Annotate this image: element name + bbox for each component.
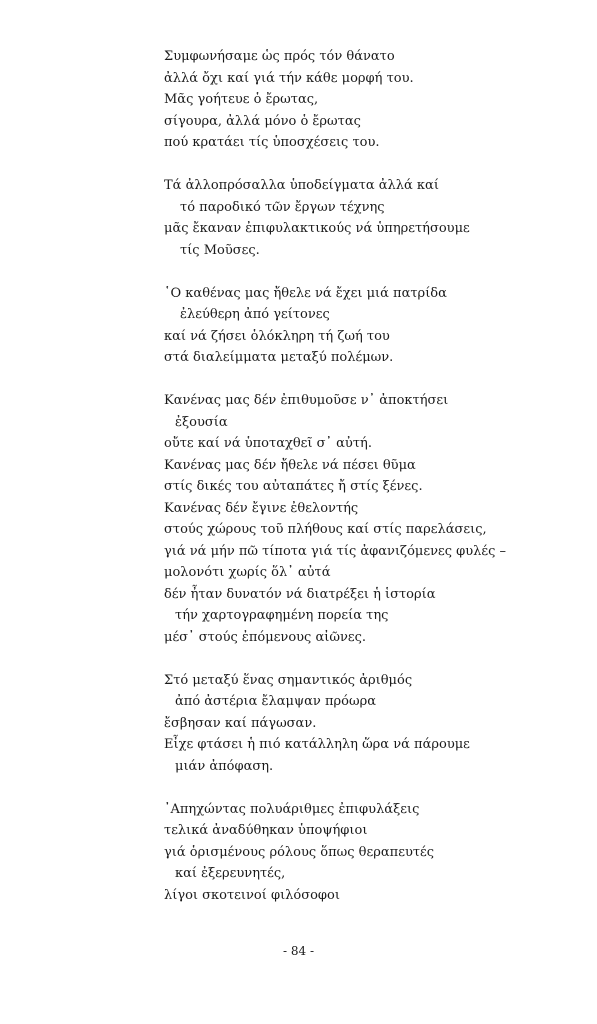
poem-line: γιά νά μήν πῶ τίποτα γιά τίς ἀφανιζόμενες φυλές –	[164, 543, 507, 559]
poem-line: πού κρατάει τίς ὑποσχέσεις του.	[164, 135, 380, 150]
poem-line: ᾿Απηχώντας πολυάριθμες ἐπιφυλάξεις	[164, 801, 420, 817]
poem-line: δέν ἦταν δυνατόν νά διατρέξει ἡ ἱστορία	[164, 586, 436, 602]
poem-line: τήν χαρτογραφημένη πορεία της	[175, 608, 389, 623]
poem-line: μολονότι χωρίς ὅλ᾽ αὐτά	[164, 565, 331, 580]
poem-line: Εἶχε φτάσει ἡ πιό κατάλληλη ὥρα νά πάρουμε	[164, 737, 470, 752]
poem-line: Μᾶς γοήτευε ὁ ἔρωτας,	[164, 92, 319, 107]
poem-line: Κανένας δέν ἔγινε ἐθελοντής	[164, 500, 359, 516]
poem-line: Στό μεταξύ ἕνας σημαντικός ἀριθμός	[164, 672, 413, 688]
poem-line: στίς δικές του αὐταπάτες ἤ στίς ξένες.	[164, 479, 423, 494]
page-number: - 84 -	[282, 944, 314, 958]
poem-line: τίς Μοῦσες.	[180, 242, 260, 258]
poem-line: λίγοι σκοτεινοί φιλόσοφοι	[164, 887, 340, 903]
poem-line: ἀπό ἀστέρια ἔλαμψαν πρόωρα	[175, 694, 376, 709]
stanza	[164, 799, 564, 907]
poem-line: στά διαλείμματα μεταξύ πολέμων.	[164, 350, 394, 365]
poem-line: μᾶς ἔκαναν ἐπιφυλακτικούς νά ὑπηρετήσουμε	[164, 221, 470, 236]
poem-line: ἐξουσία	[175, 414, 228, 430]
poem-line: ἐλεύθερη ἀπό γείτονες	[180, 307, 330, 322]
poem-line: Κανένας μας δέν ἐπιθυμοῦσε ν᾽ ἀποκτήσει	[164, 393, 449, 408]
poem-line: οὔτε καί νά ὑποταχθεῖ σ᾽ αὐτή.	[164, 436, 372, 451]
poem-line: μιάν ἀπόφαση.	[175, 758, 274, 774]
poem-line: Κανένας μας δέν ἤθελε νά πέσει θῦμα	[164, 457, 416, 473]
poem-line: Συμφωνήσαμε ὡς πρός τόν θάνατο	[164, 49, 395, 64]
poem-line: Τά ἀλλοπρόσαλλα ὑποδείγματα ἀλλά καί	[164, 178, 439, 193]
stanza	[164, 175, 564, 261]
poem-line: τελικά ἀναδύθηκαν ὑποψήφιοι	[164, 823, 368, 838]
poem-line: καί ἐξερευνητές,	[175, 866, 286, 881]
poem-line: σίγουρα, ἀλλά μόνο ὁ ἔρωτας	[164, 113, 361, 129]
poem-line: στούς χώρους τοῦ πλήθους καί στίς παρελάσεις,	[164, 522, 487, 537]
poem-line: μέσ᾽ στούς ἐπόμενους αἰῶνες.	[164, 629, 367, 645]
stanza	[164, 390, 564, 648]
stanza	[164, 670, 564, 778]
poem-line: τό παροδικό τῶν ἔργων τέχνης	[180, 199, 385, 215]
poem-line: γιά ὁρισμένους ρόλους ὅπως θεραπευτές	[164, 844, 435, 860]
poem-text	[164, 46, 564, 928]
poem-line: ἔσβησαν καί πάγωσαν.	[164, 715, 317, 731]
poem-line: ῾Ο καθένας μας ἤθελε νά ἔχει μιά πατρίδα	[164, 285, 447, 301]
stanza	[164, 283, 564, 369]
poem-line: ἀλλά ὄχι καί γιά τήν κάθε μορφή του.	[164, 70, 414, 86]
poem-line: καί νά ζήσει ὁλόκληρη τή ζωή του	[164, 328, 390, 344]
stanza	[164, 46, 564, 154]
